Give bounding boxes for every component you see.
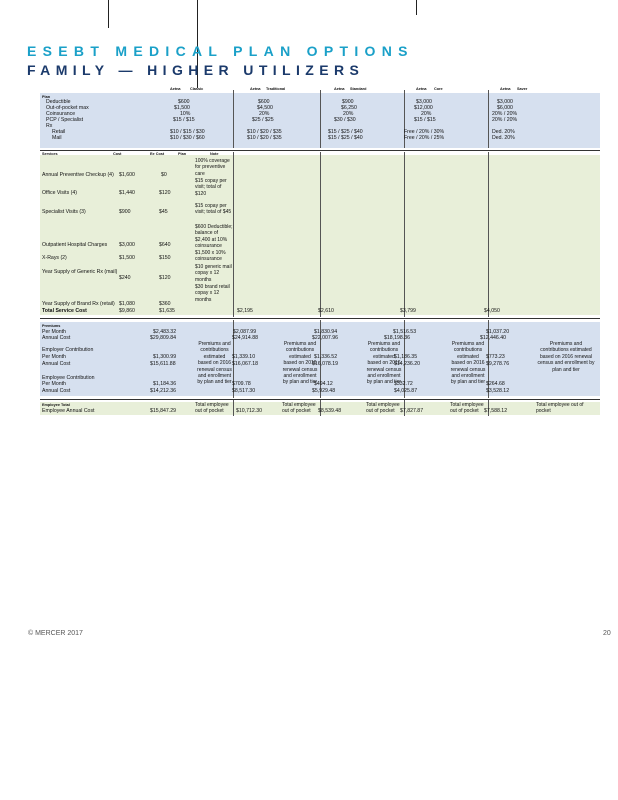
totals-note: Total employee out of pocket bbox=[450, 402, 484, 415]
totals-note: Total employee out of pocket bbox=[282, 402, 316, 415]
cell: $3,000 bbox=[497, 99, 513, 105]
cell: $10 / $30 / $60 bbox=[170, 135, 205, 141]
plan-header-tier-5: Aetna bbox=[500, 87, 511, 91]
services-col-header: Cost bbox=[113, 152, 122, 156]
premium-cell: $1,516.53 bbox=[393, 329, 417, 335]
premium-cell: $2,483.32 bbox=[153, 329, 177, 335]
totals-note: Total employee out of pocket bbox=[195, 402, 229, 415]
cell: Ded. 20% bbox=[492, 129, 515, 135]
premium-cell: $18,198.36 bbox=[384, 335, 410, 341]
cell: $4,500 bbox=[257, 105, 273, 111]
premium-cell: $29,809.84 bbox=[150, 335, 176, 341]
premium-row-label: Employee Contribution bbox=[42, 375, 95, 381]
employee-annual-cost: $10,712.30 bbox=[236, 408, 262, 414]
plan-total: $2,195 bbox=[237, 308, 253, 314]
service-label: Office Visits (4) bbox=[42, 190, 77, 196]
service-label: Specialist Visits (3) bbox=[42, 209, 86, 215]
service-cost: $1,600 bbox=[119, 172, 135, 178]
service-note: $30 brand retail copay x 12 months bbox=[195, 284, 230, 303]
service-label: Year Supply of Brand Rx (retail) bbox=[42, 301, 115, 307]
premium-cell: $8,517.30 bbox=[232, 388, 256, 394]
cell: 20% bbox=[259, 111, 270, 117]
service-label: X-Rays (2) bbox=[42, 255, 67, 261]
premium-cell: $16,078.19 bbox=[312, 361, 338, 367]
service-total-cost: $9,860 bbox=[119, 308, 135, 314]
service-ee-cost: $150 bbox=[159, 255, 171, 261]
premium-cell: $12,446.40 bbox=[480, 335, 506, 341]
cell: Free / 20% / 30% bbox=[404, 129, 445, 135]
cell: Free / 20% / 25% bbox=[404, 135, 445, 141]
premium-row-label: Annual Cost bbox=[42, 335, 71, 341]
premiums-section-label: Premiums bbox=[42, 324, 61, 328]
plan-header-tier-4: Aetna bbox=[416, 87, 427, 91]
premium-row-label: Per Month bbox=[42, 381, 66, 387]
premium-cell: $9,278.76 bbox=[486, 361, 510, 367]
service-cost: $1,080 bbox=[119, 301, 135, 307]
cell: $10 / $20 / $35 bbox=[247, 135, 282, 141]
cell: $10 / $15 / $30 bbox=[170, 129, 205, 135]
premium-cell: $24,914.88 bbox=[232, 335, 258, 341]
premiums-note: Premiums and contributions estimated based on 2016 renewal census and enrollment by plan and tier bbox=[282, 341, 318, 386]
totals-note: Total employee out of pocket bbox=[536, 402, 584, 415]
premium-cell: $1,037.20 bbox=[486, 329, 510, 335]
page-subtitle: FAMILY — HIGHER UTILIZERS bbox=[27, 62, 365, 78]
service-label: Year Supply of Generic Rx (mail) bbox=[42, 269, 118, 275]
employee-annual-cost: $7,588.12 bbox=[484, 408, 508, 414]
premium-cell: $5,929.48 bbox=[312, 388, 336, 394]
plan-section-label: Plan bbox=[42, 95, 51, 99]
services-col-header: Plan bbox=[178, 152, 187, 156]
premium-row-label: Per Month bbox=[42, 354, 66, 360]
cell: 20% bbox=[343, 111, 354, 117]
premiums-note: Premiums and contributions estimated based on 2016 renewal census and enrollment by plan and tier bbox=[197, 341, 232, 386]
plan-header-tier-3: Aetna bbox=[334, 87, 345, 91]
premium-cell: $709.78 bbox=[232, 381, 251, 387]
service-cost: $900 bbox=[119, 209, 131, 215]
services-col-header: Services bbox=[42, 152, 58, 156]
service-label: Annual Preventive Checkup (4) bbox=[42, 172, 114, 178]
plan-header-name-2: Traditional bbox=[266, 87, 286, 91]
row-label: Rx bbox=[46, 123, 53, 129]
service-cost: $1,440 bbox=[119, 190, 135, 196]
premium-cell: $22,007.96 bbox=[312, 335, 338, 341]
cell: $25 / $25 bbox=[252, 117, 274, 123]
employee-annual-cost-label: Employee Annual Cost bbox=[42, 408, 95, 414]
cell: $600 bbox=[178, 99, 190, 105]
employee-annual-cost: $8,539.48 bbox=[318, 408, 342, 414]
service-ee-cost: $45 bbox=[159, 209, 168, 215]
totals-note: Total employee out of pocket bbox=[366, 402, 400, 415]
cell: $6,250 bbox=[341, 105, 357, 111]
cell: 20% / 20% bbox=[492, 111, 518, 117]
plan-total: $3,799 bbox=[400, 308, 416, 314]
premium-cell: $1,186.35 bbox=[394, 354, 418, 360]
premium-cell: $264.68 bbox=[486, 381, 505, 387]
premium-row-label: Employer Contribution bbox=[42, 347, 94, 353]
service-note: $600 Deductible; balance of $2,400 at 10% coinsurance bbox=[195, 224, 233, 250]
employee-annual-cost: $7,827.87 bbox=[400, 408, 424, 414]
service-ee-cost: $120 bbox=[159, 275, 171, 281]
row-label: Coinsurance bbox=[46, 111, 76, 117]
premium-cell: $332.72 bbox=[394, 381, 413, 387]
service-note: 100% coverage for preventive care bbox=[195, 158, 230, 177]
premium-cell: $1,830.94 bbox=[314, 329, 338, 335]
plan-total: $2,610 bbox=[318, 308, 334, 314]
row-label: Retail bbox=[52, 129, 66, 135]
services-col-header: Note bbox=[210, 152, 219, 156]
premium-cell: $1,300.99 bbox=[153, 354, 177, 360]
cell: $15 / $25 / $40 bbox=[328, 135, 363, 141]
plan-header-name-5: Saver bbox=[517, 87, 528, 91]
service-note: $1,500 x 10% coinsurance bbox=[195, 250, 226, 263]
premium-cell: $14,212.36 bbox=[150, 388, 176, 394]
cell: $900 bbox=[342, 99, 354, 105]
plan-header-tier-2: Aetna bbox=[250, 87, 261, 91]
cell: $15 / $15 bbox=[414, 117, 436, 123]
service-cost: $3,000 bbox=[119, 242, 135, 248]
service-note: $15 copay per visit; total of $120 bbox=[195, 178, 227, 197]
cell: $3,000 bbox=[416, 99, 432, 105]
plan-header-name-4: Core bbox=[434, 87, 443, 91]
cell: $1,500 bbox=[174, 105, 190, 111]
copyright: © MERCER 2017 bbox=[28, 630, 83, 637]
premium-cell: $14,236.20 bbox=[394, 361, 420, 367]
premium-row-label: Per Month bbox=[42, 329, 66, 335]
cell: Ded. 20% bbox=[492, 135, 515, 141]
row-label: PCP / Specialist bbox=[46, 117, 84, 123]
cell: $30 / $30 bbox=[334, 117, 356, 123]
cell: 20% / 20% bbox=[492, 117, 518, 123]
top-line-right bbox=[416, 0, 417, 15]
service-total-label: Total Service Cost bbox=[42, 308, 87, 314]
cell: $15 / $25 / $40 bbox=[328, 129, 363, 135]
premium-cell: $4,025.87 bbox=[394, 388, 418, 394]
row-label: Mail bbox=[52, 135, 62, 141]
plan-total: $4,050 bbox=[484, 308, 500, 314]
premium-cell: $1,184.36 bbox=[153, 381, 177, 387]
premium-row-label: Annual Cost bbox=[42, 361, 71, 367]
cell: 20% bbox=[421, 111, 432, 117]
service-cost: $1,500 bbox=[119, 255, 135, 261]
plan-header-name-1: Classic bbox=[190, 87, 204, 91]
premium-cell: $494.12 bbox=[314, 381, 333, 387]
cell: $12,000 bbox=[414, 105, 433, 111]
premium-cell: $16,067.18 bbox=[232, 361, 258, 367]
services-col-header: Ee Cost bbox=[150, 152, 165, 156]
page-number: 20 bbox=[603, 630, 611, 637]
premium-cell: $1,336.52 bbox=[314, 354, 338, 360]
row-label: Out-of-pocket max bbox=[46, 105, 89, 111]
premium-cell: $2,087.99 bbox=[233, 329, 257, 335]
employee-annual-cost: $15,847.29 bbox=[150, 408, 176, 414]
service-ee-cost: $0 bbox=[161, 172, 167, 178]
cell: $15 / $15 bbox=[173, 117, 195, 123]
service-cost: $240 bbox=[119, 275, 131, 281]
premium-cell: $3,528.12 bbox=[486, 388, 510, 394]
cell: 10% bbox=[180, 111, 191, 117]
premium-row-label: Annual Cost bbox=[42, 388, 71, 394]
totals-section-label: Employee Total bbox=[42, 403, 70, 407]
cell: $10 / $20 / $35 bbox=[247, 129, 282, 135]
service-note: $10 generic mail copay x 12 months bbox=[195, 264, 232, 283]
row-label: Deductible bbox=[46, 99, 71, 105]
service-label: Outpatient Hospital Charges bbox=[42, 242, 108, 248]
plan-header-name-3: Standard bbox=[350, 87, 367, 91]
premium-cell: $773.23 bbox=[486, 354, 505, 360]
premium-cell: $1,339.10 bbox=[232, 354, 256, 360]
premiums-note: Premiums and contributions estimated based on 2016 renewal census and enrollment by plan and tier bbox=[450, 341, 486, 386]
service-total-ee: $1,635 bbox=[159, 308, 175, 314]
service-ee-cost: $360 bbox=[159, 301, 171, 307]
cell: $600 bbox=[258, 99, 270, 105]
page-title: ESEBT MEDICAL PLAN OPTIONS bbox=[27, 43, 414, 59]
plan-header-tier-1: Aetna bbox=[170, 87, 181, 91]
premiums-note: Premiums and contributions estimated based on 2016 renewal census and enrollment by plan and tier bbox=[537, 341, 595, 373]
service-ee-cost: $640 bbox=[159, 242, 171, 248]
service-ee-cost: $120 bbox=[159, 190, 171, 196]
premium-cell: $15,611.88 bbox=[150, 361, 176, 367]
cell: $6,000 bbox=[497, 105, 513, 111]
service-note: $15 copay per visit; total of $45 bbox=[195, 203, 232, 216]
top-line-left bbox=[108, 0, 109, 28]
premiums-note: Premiums and contributions estimated based on 2016 renewal census and enrollment by plan and tier bbox=[366, 341, 402, 386]
